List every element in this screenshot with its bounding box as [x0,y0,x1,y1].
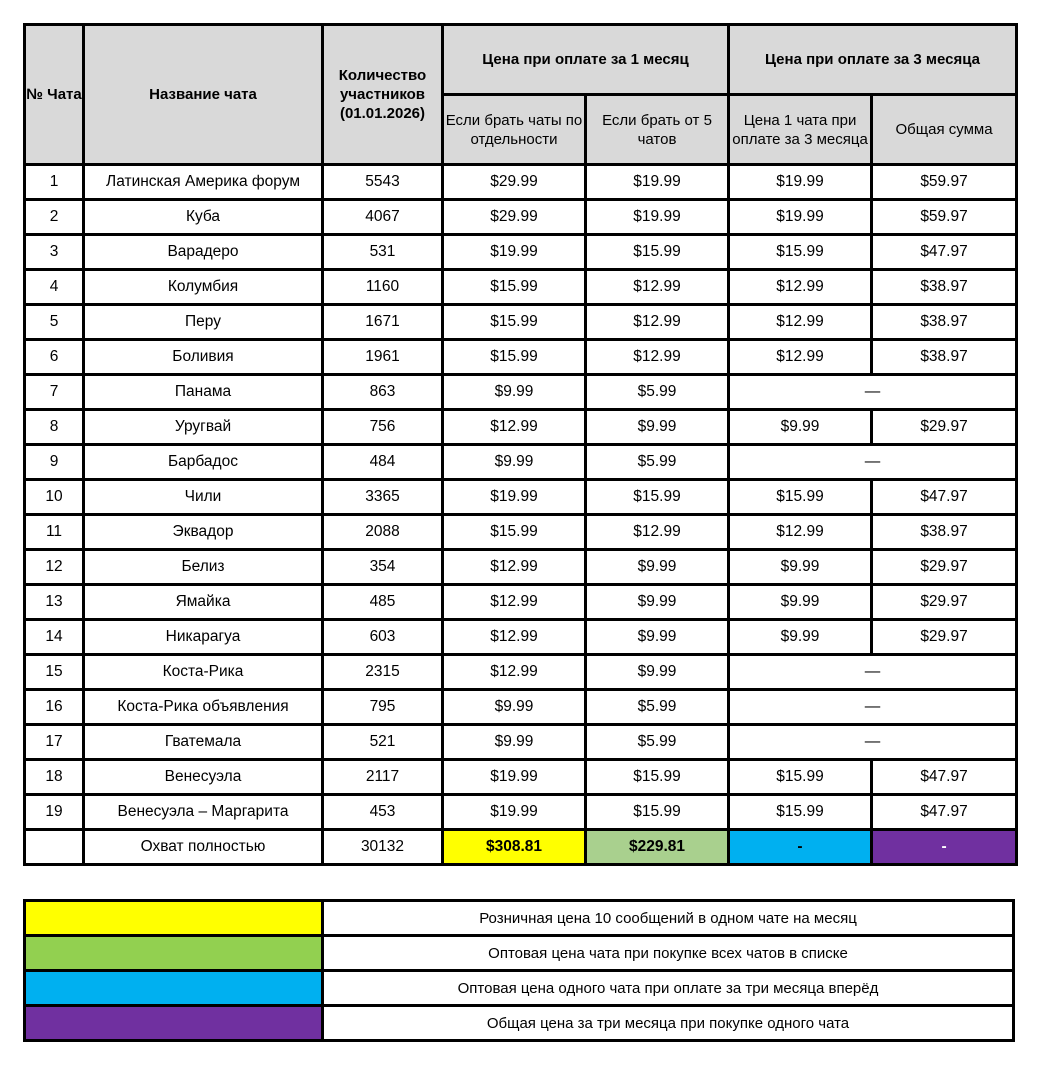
table-row [25,200,1017,235]
legend-row [25,1006,1014,1041]
cell-from5: $15.99 [586,235,729,270]
cell-total-3m: $29.97 [872,550,1017,585]
cell-from5: $15.99 [586,760,729,795]
cell-separately: $12.99 [443,620,586,655]
table-row [25,655,1017,690]
header-separately: Если брать чаты по отдельности [443,95,586,165]
cell-members: 1160 [323,270,443,305]
cell-separately: $29.99 [443,165,586,200]
cell-members: 531 [323,235,443,270]
cell-num: 14 [25,620,84,655]
cell-name: Коста-Рика [84,655,323,690]
cell-name: Колумбия [84,270,323,305]
table-row [25,690,1017,725]
cell-members: 756 [323,410,443,445]
cell-name: Куба [84,200,323,235]
table-row [25,235,1017,270]
cell-members: 485 [323,585,443,620]
cell-separately: $29.99 [443,200,586,235]
table-row [25,340,1017,375]
cell-total-3m: $47.97 [872,480,1017,515]
cell-from5: $9.99 [586,620,729,655]
legend-text: Общая цена за три месяца при покупке одного чата [323,1006,1014,1041]
cell-num: 17 [25,725,84,760]
legend-text: Розничная цена 10 сообщений в одном чате на месяц [323,901,1014,936]
cell-from5: $5.99 [586,445,729,480]
cell-per-chat-3m: $9.99 [729,410,872,445]
cell-per-chat-3m: $19.99 [729,165,872,200]
total-separately: $308.81 [443,830,586,865]
total-per-chat-3m: - [729,830,872,865]
legend-swatch [25,971,323,1006]
cell-per-chat-3m: $19.99 [729,200,872,235]
table-body [25,165,1017,830]
cell-members: 2088 [323,515,443,550]
header-from5: Если брать от 5 чатов [586,95,729,165]
total-from5: $229.81 [586,830,729,865]
cell-3m-unavailable: — [729,445,1017,480]
total-row [25,830,1017,865]
cell-separately: $12.99 [443,550,586,585]
cell-per-chat-3m: $12.99 [729,515,872,550]
cell-per-chat-3m: $15.99 [729,235,872,270]
cell-members: 1961 [323,340,443,375]
table-row [25,445,1017,480]
cell-name: Панама [84,375,323,410]
cell-separately: $19.99 [443,235,586,270]
cell-members: 453 [323,795,443,830]
cell-from5: $9.99 [586,550,729,585]
table-row [25,515,1017,550]
cell-num: 16 [25,690,84,725]
cell-from5: $12.99 [586,305,729,340]
legend-text: Оптовая цена одного чата при оплате за три месяца вперёд [323,971,1014,1006]
cell-separately: $9.99 [443,375,586,410]
table-row [25,480,1017,515]
cell-3m-unavailable: — [729,375,1017,410]
cell-members: 1671 [323,305,443,340]
cell-separately: $12.99 [443,585,586,620]
cell-num: 13 [25,585,84,620]
cell-per-chat-3m: $15.99 [729,795,872,830]
cell-separately: $12.99 [443,410,586,445]
table-row [25,760,1017,795]
price-table [23,23,1018,866]
cell-name: Венесуэла – Маргарита [84,795,323,830]
cell-from5: $5.99 [586,725,729,760]
cell-num: 2 [25,200,84,235]
cell-separately: $9.99 [443,725,586,760]
cell-separately: $19.99 [443,795,586,830]
cell-separately: $9.99 [443,690,586,725]
table-row [25,725,1017,760]
header-group-3months: Цена при оплате за 3 месяца [729,25,1017,95]
table-row [25,620,1017,655]
cell-from5: $9.99 [586,655,729,690]
cell-per-chat-3m: $9.99 [729,550,872,585]
header-row [25,25,1017,95]
cell-from5: $9.99 [586,585,729,620]
header-total-3m: Общая сумма [872,95,1017,165]
cell-from5: $15.99 [586,795,729,830]
cell-name: Перу [84,305,323,340]
cell-separately: $19.99 [443,480,586,515]
cell-total-3m: $38.97 [872,515,1017,550]
cell-total-3m: $59.97 [872,200,1017,235]
table-row [25,165,1017,200]
cell-members: 2117 [323,760,443,795]
cell-separately: $12.99 [443,655,586,690]
table-row [25,550,1017,585]
cell-separately: $15.99 [443,270,586,305]
legend-swatch [25,936,323,971]
cell-name: Ямайка [84,585,323,620]
cell-separately: $15.99 [443,305,586,340]
total-num [25,830,84,865]
cell-num: 3 [25,235,84,270]
cell-num: 15 [25,655,84,690]
cell-name: Варадеро [84,235,323,270]
cell-num: 5 [25,305,84,340]
table-row [25,795,1017,830]
legend-table [23,899,1015,1042]
cell-per-chat-3m: $12.99 [729,340,872,375]
cell-total-3m: $29.97 [872,620,1017,655]
cell-num: 18 [25,760,84,795]
cell-from5: $5.99 [586,690,729,725]
cell-name: Венесуэла [84,760,323,795]
table-row [25,375,1017,410]
cell-3m-unavailable: — [729,655,1017,690]
table-row [25,270,1017,305]
cell-members: 863 [323,375,443,410]
cell-total-3m: $38.97 [872,305,1017,340]
cell-from5: $19.99 [586,200,729,235]
cell-name: Гватемала [84,725,323,760]
cell-num: 7 [25,375,84,410]
legend-text: Оптовая цена чата при покупке всех чатов в списке [323,936,1014,971]
cell-members: 354 [323,550,443,585]
cell-name: Латинская Америка форум [84,165,323,200]
cell-per-chat-3m: $15.99 [729,480,872,515]
cell-name: Никарагуа [84,620,323,655]
cell-members: 484 [323,445,443,480]
cell-total-3m: $38.97 [872,340,1017,375]
cell-num: 4 [25,270,84,305]
cell-from5: $12.99 [586,340,729,375]
cell-separately: $15.99 [443,340,586,375]
cell-name: Коста-Рика объявления [84,690,323,725]
cell-members: 795 [323,690,443,725]
cell-per-chat-3m: $12.99 [729,305,872,340]
header-group-1month: Цена при оплате за 1 месяц [443,25,729,95]
legend-body [25,901,1014,1041]
cell-total-3m: $29.97 [872,410,1017,445]
cell-num: 10 [25,480,84,515]
cell-total-3m: $47.97 [872,760,1017,795]
legend-swatch [25,901,323,936]
cell-from5: $12.99 [586,270,729,305]
cell-num: 12 [25,550,84,585]
legend-row [25,936,1014,971]
cell-num: 1 [25,165,84,200]
cell-name: Барбадос [84,445,323,480]
legend-swatch [25,1006,323,1041]
cell-num: 11 [25,515,84,550]
total-3m: - [872,830,1017,865]
cell-from5: $5.99 [586,375,729,410]
cell-num: 19 [25,795,84,830]
cell-separately: $15.99 [443,515,586,550]
cell-separately: $9.99 [443,445,586,480]
cell-3m-unavailable: — [729,690,1017,725]
header-num: № Чата [25,25,84,165]
cell-total-3m: $59.97 [872,165,1017,200]
cell-per-chat-3m: $15.99 [729,760,872,795]
cell-separately: $19.99 [443,760,586,795]
cell-num: 8 [25,410,84,445]
cell-name: Боливия [84,340,323,375]
cell-total-3m: $47.97 [872,795,1017,830]
cell-total-3m: $38.97 [872,270,1017,305]
legend-row [25,901,1014,936]
cell-name: Белиз [84,550,323,585]
cell-name: Эквадор [84,515,323,550]
cell-members: 4067 [323,200,443,235]
cell-from5: $15.99 [586,480,729,515]
cell-name: Уругвай [84,410,323,445]
cell-per-chat-3m: $12.99 [729,270,872,305]
cell-members: 3365 [323,480,443,515]
cell-per-chat-3m: $9.99 [729,585,872,620]
header-per-chat-3m: Цена 1 чата при оплате за 3 месяца [729,95,872,165]
legend-row [25,971,1014,1006]
cell-total-3m: $47.97 [872,235,1017,270]
cell-members: 5543 [323,165,443,200]
table-row [25,585,1017,620]
cell-3m-unavailable: — [729,725,1017,760]
table-row [25,305,1017,340]
cell-members: 2315 [323,655,443,690]
cell-from5: $19.99 [586,165,729,200]
cell-per-chat-3m: $9.99 [729,620,872,655]
header-name: Название чата [84,25,323,165]
cell-name: Чили [84,480,323,515]
cell-members: 603 [323,620,443,655]
cell-num: 9 [25,445,84,480]
table-row [25,410,1017,445]
cell-num: 6 [25,340,84,375]
cell-from5: $9.99 [586,410,729,445]
cell-from5: $12.99 [586,515,729,550]
header-members: Количество участников (01.01.2026) [323,25,443,165]
total-members: 30132 [323,830,443,865]
cell-members: 521 [323,725,443,760]
cell-total-3m: $29.97 [872,585,1017,620]
total-label: Охват полностью [84,830,323,865]
